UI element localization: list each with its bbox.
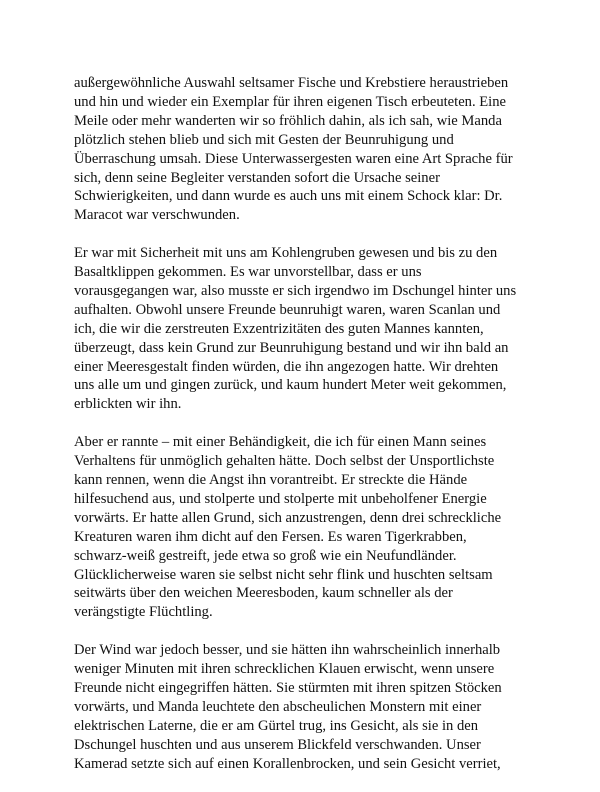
paragraph-3: Aber er rannte – mit einer Behändigkeit, die ich für einen Mann seines Verhaltens für unmöglich gehalten hätte. Doch selbst der Unsportlichste kann rennen, wenn die Angst ihn vorantreibt. Er streckte die Hände hilfesuchend aus, und stolperte und stolperte mit unbeholfener Energie vorwärts. Er hatte allen Grund, sich anzustrengen, denn drei schreckliche Kreaturen waren ihm dicht auf den Fersen. Es waren Tigerkrabben, schwarz-weiß gestreift, jede etwa so groß wie ein Neufundländer. Glücklicherweise waren sie selbst nicht sehr flink und huschten seltsam seitwärts über den weichen Meeresboden, kaum schneller als der verängstigte Flüchtling.	[74, 434, 502, 621]
paragraph-4: Der Wind war jedoch besser, und sie hätten ihn wahrscheinlich innerhalb weniger Minuten mit ihren schrecklichen Klauen erwischt, wenn unsere Freunde nicht eingegriffen hätten. Sie stürmten mit ihren spitzen Stöcken vorwärts, und Manda leuchtete den abscheulichen Monstern mit einer elektrischen Laterne, die er am Gürtel trug, ins Gesicht, als sie in den Dschungel huschten und aus unserem Blickfeld verschwanden. Unser Kamerad setzte sich auf einen Korallenbrocken, und sein Gesicht verriet,	[74, 642, 502, 772]
paragraph-2: Er war mit Sicherheit mit uns am Kohlengruben gewesen und bis zu den Basaltklippen gekommen. Es war unvorstellbar, dass er uns vorausgegangen war, also musste er sich irgendwo im Dschungel hinter uns aufhalten. Obwohl unsere Freunde beunruhigt waren, waren Scanlan und ich, die wir die zerstreuten Exzentrizitäten des guten Mannes kannten, überzeugt, dass kein Grund zur Beunruhigung bestand und wir ihn bald an einer Meeresgestalt finden würden, die ihn angezogen hatte. Wir drehten uns alle um und gingen zurück, und kaum hundert Meter weit gekommen, erblickten wir ihn.	[74, 245, 517, 413]
body-text	[74, 74, 530, 792]
paragraph-1: außergewöhnliche Auswahl seltsamer Fische und Krebstiere heraustrieben und hin und wieder ein Exemplar für ihren eigenen Tisch erbeuteten. Eine Meile oder mehr wanderten wir so fröhlich dahin, als ich sah, wie Manda plötzlich stehen blieb und sich mit Gesten der Beunruhigung und Überraschung umsah. Diese Unterwassergesten waren eine Art Sprache für sich, denn seine Begleiter verstanden sofort die Ursache seiner Schwierigkeiten, und dann wurde es auch uns mit einem Schock klar: Dr. Maracot war verschwunden.	[74, 75, 513, 224]
